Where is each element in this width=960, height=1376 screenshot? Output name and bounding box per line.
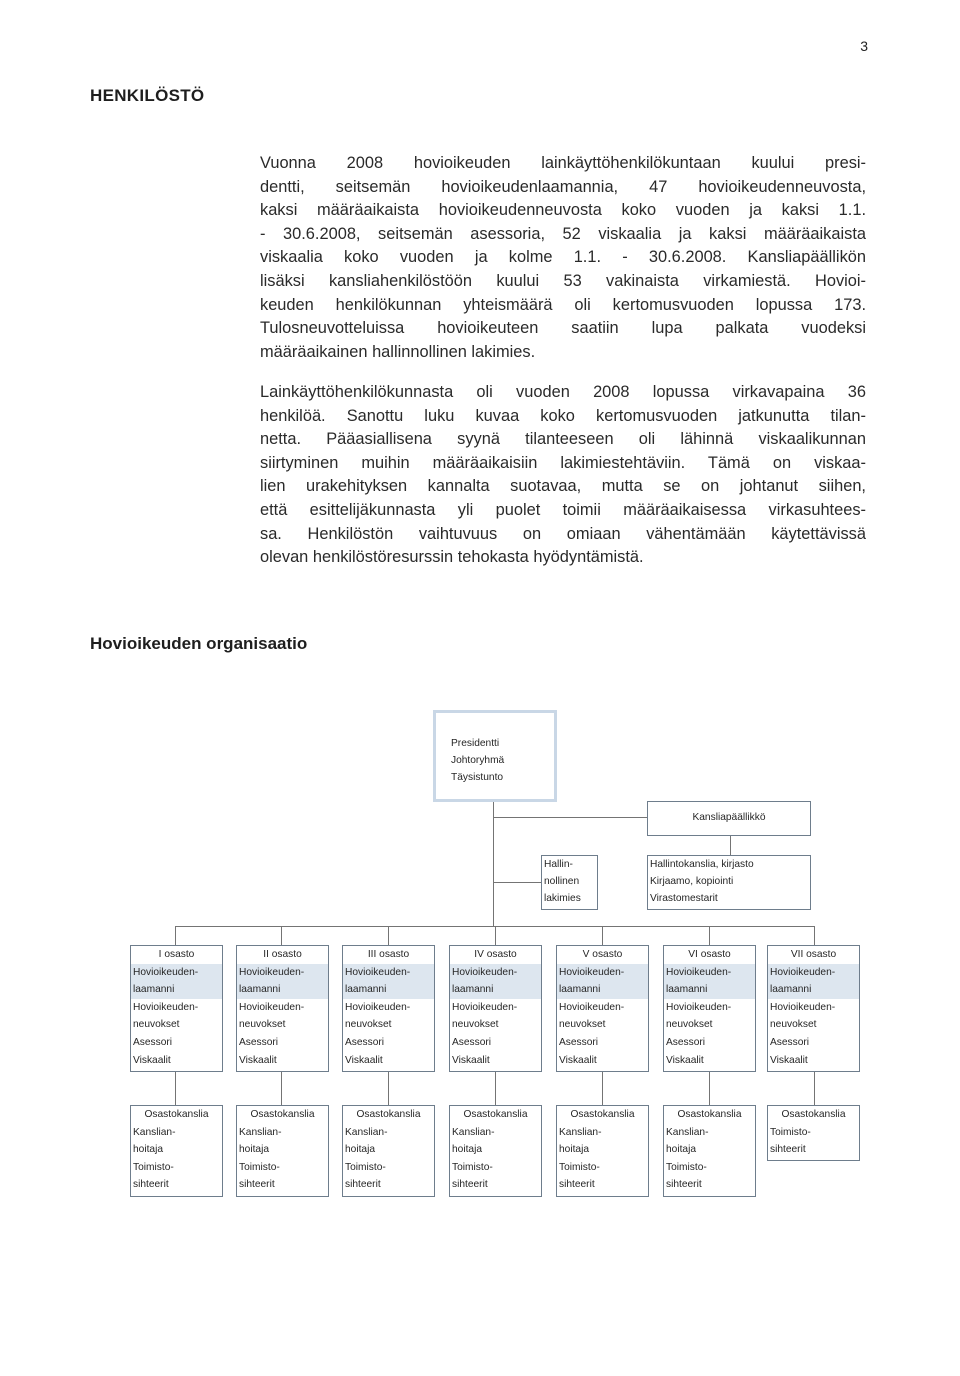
- department-role: laamanni: [450, 981, 541, 999]
- office-role: Toimisto-: [559, 1161, 600, 1173]
- office-role: hoitaja: [559, 1144, 590, 1156]
- office-box: [663, 1105, 756, 1197]
- office-role: Kanslian-: [345, 1126, 388, 1138]
- connector-line: [602, 926, 603, 945]
- text-line: olevan henkilöstöresurssin tehokasta hyödyntämistä.: [260, 548, 644, 567]
- text-line: - 30.6.2008, seitsemän asessoria, 52 viskaalia ja kaksi määräaikaista: [260, 224, 866, 243]
- department-role: Hovioikeuden-: [131, 964, 222, 982]
- department-title: IV osasto: [474, 949, 517, 960]
- connector-line: [175, 926, 176, 945]
- text-line: netta. Pääasiallisena syynä tilanteeseen oli lähinnä viskaalikunnan: [260, 430, 866, 449]
- text-line: että esittelijäkunnasta yli puolet toimii määräaikaisessa virkasuhtees-: [260, 500, 866, 519]
- text-line: määräaikainen hallinnollinen lakimies.: [260, 342, 536, 361]
- department-role: Asessori: [239, 1036, 279, 1048]
- page-number: 3: [860, 38, 868, 54]
- department-role: Hovioikeuden-: [133, 1001, 199, 1013]
- department-role: Asessori: [666, 1036, 706, 1048]
- office-box: [130, 1105, 223, 1197]
- department-role: neuvokset: [559, 1019, 606, 1031]
- department-role: Hovioikeuden-: [559, 1001, 625, 1013]
- department-role: Viskaalit: [559, 1054, 597, 1066]
- presidentti-box: [433, 710, 557, 802]
- office-box: [236, 1105, 329, 1197]
- office-role: hoitaja: [345, 1144, 376, 1156]
- connector-line: [814, 1072, 815, 1105]
- department-role: Asessori: [345, 1036, 385, 1048]
- department-role: neuvokset: [666, 1019, 713, 1031]
- connector-line: [814, 926, 815, 945]
- office-role: Kanslian-: [452, 1126, 495, 1138]
- text-line: lien urakehityksen kannalta suotavaa, mutta se on johtanut siihen,: [260, 477, 866, 496]
- department-role: Hovioikeuden-: [237, 964, 328, 982]
- connector-line: [730, 836, 731, 856]
- text-line: sa. Henkilöstön vaihtuvuus on omiaan vähentämään käytettävissä: [260, 524, 866, 543]
- org-item: nollinen: [544, 876, 580, 888]
- office-box: [556, 1105, 649, 1197]
- text-line: kaksi määräaikaista hovioikeudenneuvosta koko vuoden ja kaksi 1.1.: [260, 201, 866, 220]
- department-box: [449, 945, 542, 1072]
- department-box: [342, 945, 435, 1072]
- office-box: [342, 1105, 435, 1197]
- department-role: neuvokset: [452, 1019, 499, 1031]
- department-role: Viskaalit: [133, 1054, 171, 1066]
- department-title: VI osasto: [688, 949, 731, 960]
- connector-line: [495, 1072, 496, 1105]
- text-line: henkilöä. Sanottu luku kuvaa koko kertomusvuoden jatkunutta tilan-: [260, 406, 866, 425]
- org-item: Kansliapäällikkö: [692, 812, 766, 823]
- text-line: dentti, seitsemän hovioikeudenlaamannia, 47 hovioikeudenneuvosta,: [260, 177, 866, 196]
- office-role: sihteerit: [133, 1179, 169, 1191]
- department-role: laamanni: [131, 981, 222, 999]
- text-line: Lainkäyttöhenkilökunnasta oli vuoden 2008 lopussa virkavapaina 36: [260, 383, 866, 401]
- office-role: hoitaja: [666, 1144, 697, 1156]
- department-role: Viskaalit: [452, 1054, 490, 1066]
- department-box: [236, 945, 329, 1072]
- office-title: Osastokanslia: [463, 1109, 528, 1120]
- department-role: laamanni: [343, 981, 434, 999]
- department-role: Asessori: [559, 1036, 599, 1048]
- office-box: [449, 1105, 542, 1197]
- org-item: Hallin-: [544, 859, 573, 870]
- office-title: Osastokanslia: [570, 1109, 635, 1120]
- org-item: Täysistunto: [451, 772, 504, 783]
- department-box: [556, 945, 649, 1072]
- office-role: sihteerit: [452, 1179, 488, 1191]
- department-role: Asessori: [133, 1036, 173, 1048]
- department-role: neuvokset: [133, 1019, 180, 1031]
- department-role: laamanni: [557, 981, 648, 999]
- department-box: [663, 945, 756, 1072]
- connector-line: [388, 1072, 389, 1105]
- text-line: Tulosneuvotteluissa hovioikeuteen saatiin lupa palkata vuodeksi: [260, 319, 866, 338]
- text-line: lisäksi kansliahenkilöstöön kuului 53 vakinaista virkamiestä. Hovioi-: [260, 271, 866, 290]
- office-role: Kanslian-: [133, 1126, 176, 1138]
- hallinnollinen-lakimies-box: [541, 855, 598, 910]
- connector-line: [388, 926, 389, 945]
- office-title: Osastokanslia: [781, 1109, 846, 1120]
- department-role: Viskaalit: [345, 1054, 383, 1066]
- office-role: Toimisto-: [452, 1161, 493, 1173]
- connector-line: [493, 882, 541, 883]
- department-role: Hovioikeuden-: [343, 964, 434, 982]
- office-role: Kanslian-: [239, 1126, 282, 1138]
- department-role: Hovioikeuden-: [770, 1001, 836, 1013]
- department-title: I osasto: [158, 949, 195, 960]
- org-item: Presidentti: [451, 738, 500, 749]
- department-title: II osasto: [263, 949, 302, 960]
- office-role: Toimisto-: [770, 1126, 811, 1138]
- office-role: Toimisto-: [345, 1161, 386, 1173]
- department-title: III osasto: [367, 949, 410, 960]
- office-title: Osastokanslia: [677, 1109, 742, 1120]
- kansliapaallikko-box: [647, 801, 811, 836]
- department-role: Hovioikeuden-: [345, 1001, 411, 1013]
- text-line: viskaalia koko vuoden ja kolme 1.1. - 30.6.2008. Kansliapäällikön: [260, 248, 866, 267]
- text-line: keuden henkilökunnan yhteismäärä oli kertomusvuoden lopussa 173.: [260, 295, 866, 314]
- department-role: Asessori: [770, 1036, 810, 1048]
- department-role: Hovioikeuden-: [239, 1001, 305, 1013]
- connector-line: [495, 926, 496, 945]
- office-role: sihteerit: [666, 1179, 702, 1191]
- office-role: Toimisto-: [239, 1161, 280, 1173]
- department-role: laamanni: [664, 981, 755, 999]
- text-line: siirtyminen muihin määräaikaisiin lakimiestehtäviin. Tämä on viskaa-: [260, 453, 866, 472]
- connector-line: [281, 926, 282, 945]
- department-box: [767, 945, 860, 1072]
- connector-line: [493, 817, 647, 818]
- connector-line: [602, 1072, 603, 1105]
- office-role: hoitaja: [452, 1144, 483, 1156]
- department-role: Hovioikeuden-: [666, 1001, 732, 1013]
- department-role: neuvokset: [345, 1019, 392, 1031]
- office-role: sihteerit: [345, 1179, 381, 1191]
- office-role: Toimisto-: [666, 1161, 707, 1173]
- office-title: Osastokanslia: [356, 1109, 421, 1120]
- office-role: Kanslian-: [666, 1126, 709, 1138]
- department-role: Hovioikeuden-: [664, 964, 755, 982]
- office-role: sihteerit: [770, 1144, 806, 1156]
- department-title: VII osasto: [790, 949, 837, 960]
- org-item: Johtoryhmä: [451, 755, 505, 766]
- office-box: [767, 1105, 860, 1161]
- department-role: Viskaalit: [239, 1054, 277, 1066]
- org-item: Kirjaamo, kopiointi: [650, 876, 734, 888]
- department-role: laamanni: [237, 981, 328, 999]
- department-role: neuvokset: [239, 1019, 286, 1031]
- office-role: hoitaja: [133, 1144, 164, 1156]
- department-role: neuvokset: [770, 1019, 817, 1031]
- office-role: Toimisto-: [133, 1161, 174, 1173]
- hallintokanslia-box: [647, 855, 811, 910]
- connector-line: [281, 1072, 282, 1105]
- org-item: lakimies: [544, 893, 581, 905]
- department-role: Asessori: [452, 1036, 492, 1048]
- office-role: sihteerit: [239, 1179, 275, 1191]
- section-title: HENKILÖSTÖ: [90, 86, 205, 105]
- connector-line: [175, 1072, 176, 1105]
- office-title: Osastokanslia: [250, 1109, 315, 1120]
- office-role: hoitaja: [239, 1144, 270, 1156]
- department-role: Viskaalit: [666, 1054, 704, 1066]
- connector-line: [493, 802, 494, 926]
- department-role: Hovioikeuden-: [557, 964, 648, 982]
- org-chart-title: Hovioikeuden organisaatio: [90, 634, 308, 653]
- department-role: Hovioikeuden-: [452, 1001, 518, 1013]
- department-title: V osasto: [582, 949, 623, 960]
- department-box: [130, 945, 223, 1072]
- department-role: laamanni: [768, 981, 859, 999]
- org-item: Virastomestarit: [650, 893, 718, 905]
- office-role: sihteerit: [559, 1179, 595, 1191]
- connector-line: [709, 1072, 710, 1105]
- office-role: Kanslian-: [559, 1126, 602, 1138]
- department-role: Hovioikeuden-: [768, 964, 859, 982]
- text-line: Vuonna 2008 hovioikeuden lainkäyttöhenkilökuntaan kuului presi-: [260, 154, 866, 172]
- department-role: Viskaalit: [770, 1054, 808, 1066]
- org-item: Hallintokanslia, kirjasto: [650, 859, 754, 870]
- connector-line: [709, 926, 710, 945]
- department-role: Hovioikeuden-: [450, 964, 541, 982]
- office-title: Osastokanslia: [144, 1109, 209, 1120]
